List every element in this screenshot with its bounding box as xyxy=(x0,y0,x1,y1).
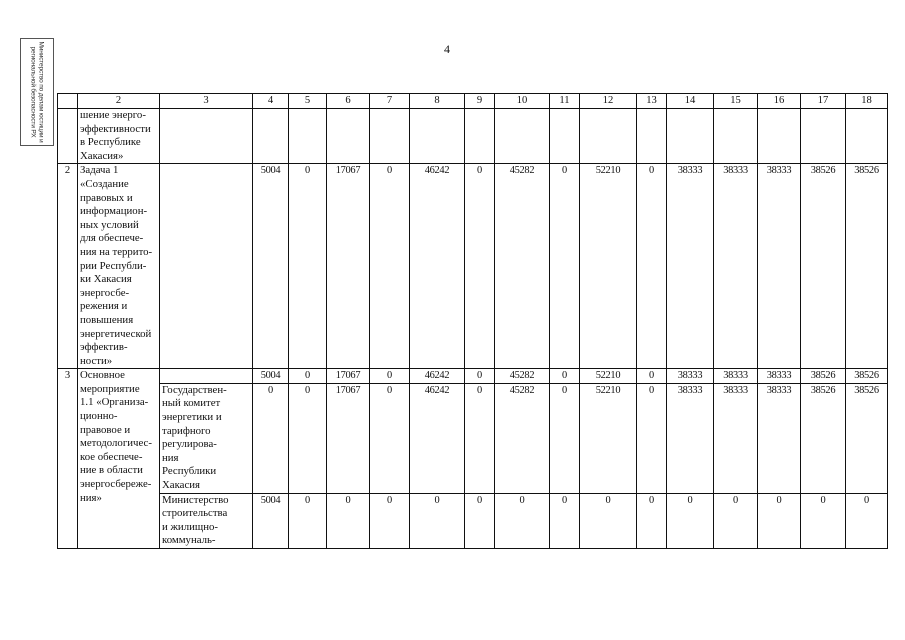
value-cell: 38333 xyxy=(758,164,801,369)
column-header: 3 xyxy=(160,94,253,109)
text-line: регулирова- xyxy=(162,438,217,451)
text-line: в Республике xyxy=(80,136,141,149)
executor-cell xyxy=(160,164,253,369)
executor-cell xyxy=(160,369,253,384)
column-header: 16 xyxy=(758,94,801,109)
value-cell: 46242 xyxy=(410,369,465,384)
value-cell: 0 xyxy=(253,383,289,493)
column-header: 11 xyxy=(550,94,580,109)
value-cell: 0 xyxy=(370,164,410,369)
text-line: рии Республи- xyxy=(80,259,147,272)
value-cell: 38526 xyxy=(801,383,846,493)
column-header: 14 xyxy=(667,94,714,109)
column-header: 15 xyxy=(714,94,758,109)
stamp xyxy=(20,38,54,146)
text-line: правовое и xyxy=(80,423,131,436)
value-cell: 45282 xyxy=(495,164,550,369)
text-line: Хакасия» xyxy=(80,149,124,162)
value-cell: 38526 xyxy=(846,383,888,493)
value-cell: 5004 xyxy=(253,369,289,384)
value-cell: 38526 xyxy=(846,369,888,384)
table-row xyxy=(58,493,888,548)
executor-cell xyxy=(160,383,253,493)
value-cell: 38526 xyxy=(801,369,846,384)
text-line: Основное xyxy=(80,369,125,382)
value-cell: 0 xyxy=(465,493,495,548)
row-number-cell xyxy=(58,109,78,164)
value-cell: 45282 xyxy=(495,369,550,384)
page-number: 4 xyxy=(444,42,450,56)
value-cell xyxy=(289,109,327,164)
value-cell: 5004 xyxy=(253,493,289,548)
value-cell: 52210 xyxy=(580,369,637,384)
text-line: Министерство xyxy=(162,493,229,506)
column-header: 5 xyxy=(289,94,327,109)
value-cell xyxy=(495,109,550,164)
value-cell: 38333 xyxy=(667,164,714,369)
value-cell: 0 xyxy=(327,493,370,548)
value-cell: 38333 xyxy=(758,369,801,384)
text-line: кое обеспече- xyxy=(80,450,143,463)
text-line: тарифного xyxy=(162,424,211,437)
value-cell: 0 xyxy=(465,369,495,384)
text-line: и жилищно- xyxy=(162,520,218,533)
value-cell: 0 xyxy=(637,369,667,384)
value-cell: 0 xyxy=(495,493,550,548)
text-line: Хакасия xyxy=(162,479,200,492)
text-line: ционно- xyxy=(80,410,118,423)
executor-cell xyxy=(160,493,253,548)
text-line: ных условий xyxy=(80,218,139,231)
value-cell: 38333 xyxy=(714,383,758,493)
value-cell: 17067 xyxy=(327,369,370,384)
column-header: 10 xyxy=(495,94,550,109)
value-cell: 38333 xyxy=(667,383,714,493)
text-line: энергосбе- xyxy=(80,286,130,299)
value-cell: 0 xyxy=(846,493,888,548)
value-cell: 38526 xyxy=(801,164,846,369)
value-cell: 0 xyxy=(289,383,327,493)
text-line: Государствен- xyxy=(162,383,227,396)
column-header: 8 xyxy=(410,94,465,109)
text-line: «Создание xyxy=(80,177,129,190)
value-cell xyxy=(714,109,758,164)
column-header: 4 xyxy=(253,94,289,109)
value-cell xyxy=(550,109,580,164)
column-header: 7 xyxy=(370,94,410,109)
value-cell: 0 xyxy=(289,493,327,548)
text-line: ния xyxy=(162,451,179,464)
text-line: коммуналь- xyxy=(162,534,216,547)
table-row xyxy=(58,369,888,384)
column-header: 12 xyxy=(580,94,637,109)
text-line: шение энерго- xyxy=(80,109,146,121)
column-header: 18 xyxy=(846,94,888,109)
text-line: энергетики и xyxy=(162,411,222,424)
value-cell: 0 xyxy=(550,383,580,493)
column-header: 17 xyxy=(801,94,846,109)
value-cell: 0 xyxy=(370,493,410,548)
activity-name-cell xyxy=(78,369,160,549)
text-line: ки Хакасия xyxy=(80,273,132,286)
row-number-cell: 3 xyxy=(58,369,78,549)
value-cell: 52210 xyxy=(580,164,637,369)
value-cell: 5004 xyxy=(253,164,289,369)
activity-name-cell xyxy=(78,109,160,164)
value-cell: 38333 xyxy=(758,383,801,493)
value-cell: 0 xyxy=(801,493,846,548)
column-header xyxy=(58,94,78,109)
text-line: строительства xyxy=(162,507,228,520)
value-cell: 0 xyxy=(637,164,667,369)
value-cell: 0 xyxy=(550,164,580,369)
value-cell: 38526 xyxy=(846,164,888,369)
table-row xyxy=(58,383,888,493)
table-body xyxy=(58,94,888,549)
value-cell xyxy=(758,109,801,164)
value-cell: 0 xyxy=(714,493,758,548)
text-line: для обеспече- xyxy=(80,232,144,245)
value-cell xyxy=(580,109,637,164)
text-line: энергосбереже- xyxy=(80,478,152,491)
value-cell: 17067 xyxy=(327,164,370,369)
value-cell: 0 xyxy=(758,493,801,548)
text-line: Задача 1 xyxy=(80,164,119,177)
table-row xyxy=(58,164,888,369)
text-line: эффективности xyxy=(80,122,151,135)
column-header: 2 xyxy=(78,94,160,109)
text-line: 1.1 «Организа- xyxy=(80,396,149,409)
stamp-text: Министерство по делам юстиции и региональной безопасности РХ xyxy=(30,41,45,143)
value-cell: 0 xyxy=(465,164,495,369)
table-header-row xyxy=(58,94,888,109)
value-cell: 0 xyxy=(580,493,637,548)
activity-name-cell xyxy=(78,164,160,369)
value-cell: 45282 xyxy=(495,383,550,493)
value-cell xyxy=(465,109,495,164)
value-cell: 0 xyxy=(370,369,410,384)
executor-cell xyxy=(160,109,253,164)
text-line: энергетической xyxy=(80,327,152,340)
text-line: ный комитет xyxy=(162,397,221,410)
table-row xyxy=(58,109,888,164)
value-cell: 0 xyxy=(637,383,667,493)
text-line: ния на террито- xyxy=(80,245,153,258)
value-cell xyxy=(370,109,410,164)
value-cell: 17067 xyxy=(327,383,370,493)
column-header: 13 xyxy=(637,94,667,109)
value-cell: 0 xyxy=(370,383,410,493)
value-cell xyxy=(667,109,714,164)
value-cell: 0 xyxy=(550,493,580,548)
value-cell: 0 xyxy=(550,369,580,384)
value-cell: 46242 xyxy=(410,383,465,493)
text-line: Республики xyxy=(162,465,217,478)
value-cell xyxy=(846,109,888,164)
value-cell: 38333 xyxy=(714,164,758,369)
text-line: эффектив- xyxy=(80,341,128,354)
budget-table xyxy=(57,93,888,549)
value-cell: 0 xyxy=(465,383,495,493)
value-cell: 0 xyxy=(410,493,465,548)
column-header: 9 xyxy=(465,94,495,109)
value-cell: 0 xyxy=(289,369,327,384)
value-cell: 0 xyxy=(637,493,667,548)
text-line: информацион- xyxy=(80,205,148,218)
value-cell: 52210 xyxy=(580,383,637,493)
value-cell: 38333 xyxy=(714,369,758,384)
value-cell xyxy=(410,109,465,164)
text-line: режения и xyxy=(80,300,128,313)
value-cell xyxy=(253,109,289,164)
text-line: правовых и xyxy=(80,191,133,204)
value-cell: 38333 xyxy=(667,369,714,384)
row-number-cell: 2 xyxy=(58,164,78,369)
text-line: повышения xyxy=(80,313,134,326)
value-cell: 0 xyxy=(667,493,714,548)
value-cell xyxy=(327,109,370,164)
value-cell xyxy=(801,109,846,164)
text-line: ности» xyxy=(80,354,113,367)
value-cell: 0 xyxy=(289,164,327,369)
value-cell xyxy=(637,109,667,164)
value-cell: 46242 xyxy=(410,164,465,369)
text-line: мероприятие xyxy=(80,382,140,395)
text-line: методологичес- xyxy=(80,437,152,450)
text-line: ния» xyxy=(80,491,102,504)
column-header: 6 xyxy=(327,94,370,109)
text-line: ние в области xyxy=(80,464,143,477)
